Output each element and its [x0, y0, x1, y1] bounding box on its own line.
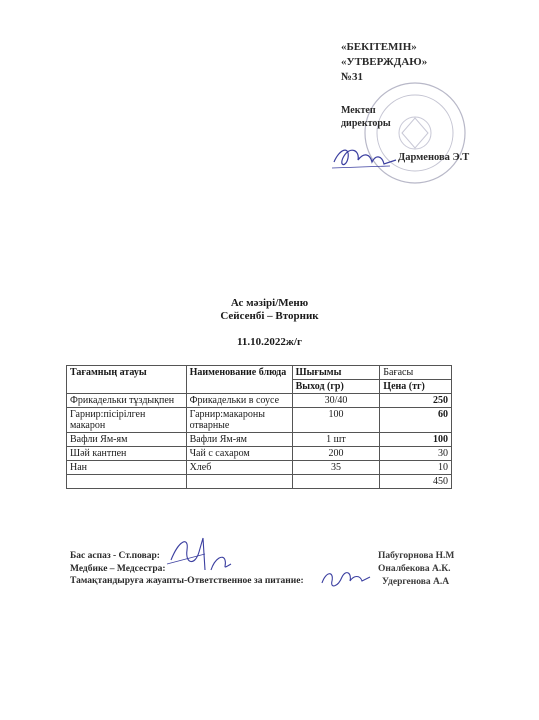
total-empty-cell [67, 475, 187, 489]
cook-role: Бас аспаз - Ст.повар: [70, 551, 160, 561]
dish-kz: Шәй кантпен [67, 447, 187, 461]
dish-price: 60 [380, 408, 452, 433]
header-price-ru: Цена (тг) [380, 380, 452, 394]
dish-ru: Фрикадельки в соусе [186, 394, 292, 408]
dish-ru: Вафли Ям-ям [186, 433, 292, 447]
approval-ru: «УТВЕРЖДАЮ» [341, 56, 428, 68]
header-kz-name: Тағамның атауы [67, 366, 187, 394]
dish-price: 100 [380, 433, 452, 447]
responsible-signature [318, 565, 374, 593]
order-number: №31 [341, 71, 364, 83]
cook-signature [165, 530, 245, 578]
table-header-row [67, 366, 452, 380]
menu-title: Ас мәзірі/Меню [230, 297, 309, 309]
header-yield-ru: Выход (гр) [292, 380, 380, 394]
dish-kz: Фрикадельки тұздықпен [67, 394, 187, 408]
director-label-kz: Мектеп [341, 105, 376, 116]
dish-yield: 1 шт [292, 433, 380, 447]
dish-price: 30 [380, 447, 452, 461]
table-row [67, 408, 452, 433]
table-total-row [67, 475, 452, 489]
menu-date: 11.10.2022ж/г [237, 336, 302, 348]
table-row [67, 461, 452, 475]
dish-ru: Хлеб [186, 461, 292, 475]
approval-kz: «БЕКІТЕМІН» [341, 41, 417, 53]
dish-kz: Вафли Ям-ям [67, 433, 187, 447]
cook-name: Пабугорнова Н.М [378, 551, 455, 561]
table-row [67, 433, 452, 447]
director-name: Дарменова Э.Т [398, 152, 470, 163]
menu-day: Сейсенбі – Вторник [220, 310, 319, 322]
director-signature [330, 140, 400, 174]
total-empty-cell [186, 475, 292, 489]
dish-yield: 35 [292, 461, 380, 475]
table-row [67, 447, 452, 461]
dish-yield: 100 [292, 408, 380, 433]
responsible-name: Удергенова А.А [382, 577, 450, 587]
nurse-role: Медбике – Медсестра: [70, 564, 166, 574]
header-yield-kz: Шығымы [292, 366, 380, 380]
director-label [341, 104, 391, 130]
total-price: 450 [380, 475, 452, 489]
dish-price: 10 [380, 461, 452, 475]
dish-ru: Чай с сахаром [186, 447, 292, 461]
dish-ru: Гарнир:макароны отварные [186, 408, 292, 433]
dish-yield: 30/40 [292, 394, 380, 408]
menu-table [66, 365, 452, 489]
table-row [67, 394, 452, 408]
nurse-name: Оналбекова А.К. [378, 564, 451, 574]
responsible-role: Тамақтандыруға жауапты-Ответственное за питание: [70, 576, 304, 586]
header-ru-name: Наименование блюда [186, 366, 292, 394]
dish-yield: 200 [292, 447, 380, 461]
header-price-kz: Бағасы [380, 366, 452, 380]
dish-kz: Нан [67, 461, 187, 475]
dish-kz: Гарнир:пісірілген макарон [67, 408, 187, 433]
director-label-ru: директоры [341, 118, 391, 129]
dish-price: 250 [380, 394, 452, 408]
total-empty-cell [292, 475, 380, 489]
